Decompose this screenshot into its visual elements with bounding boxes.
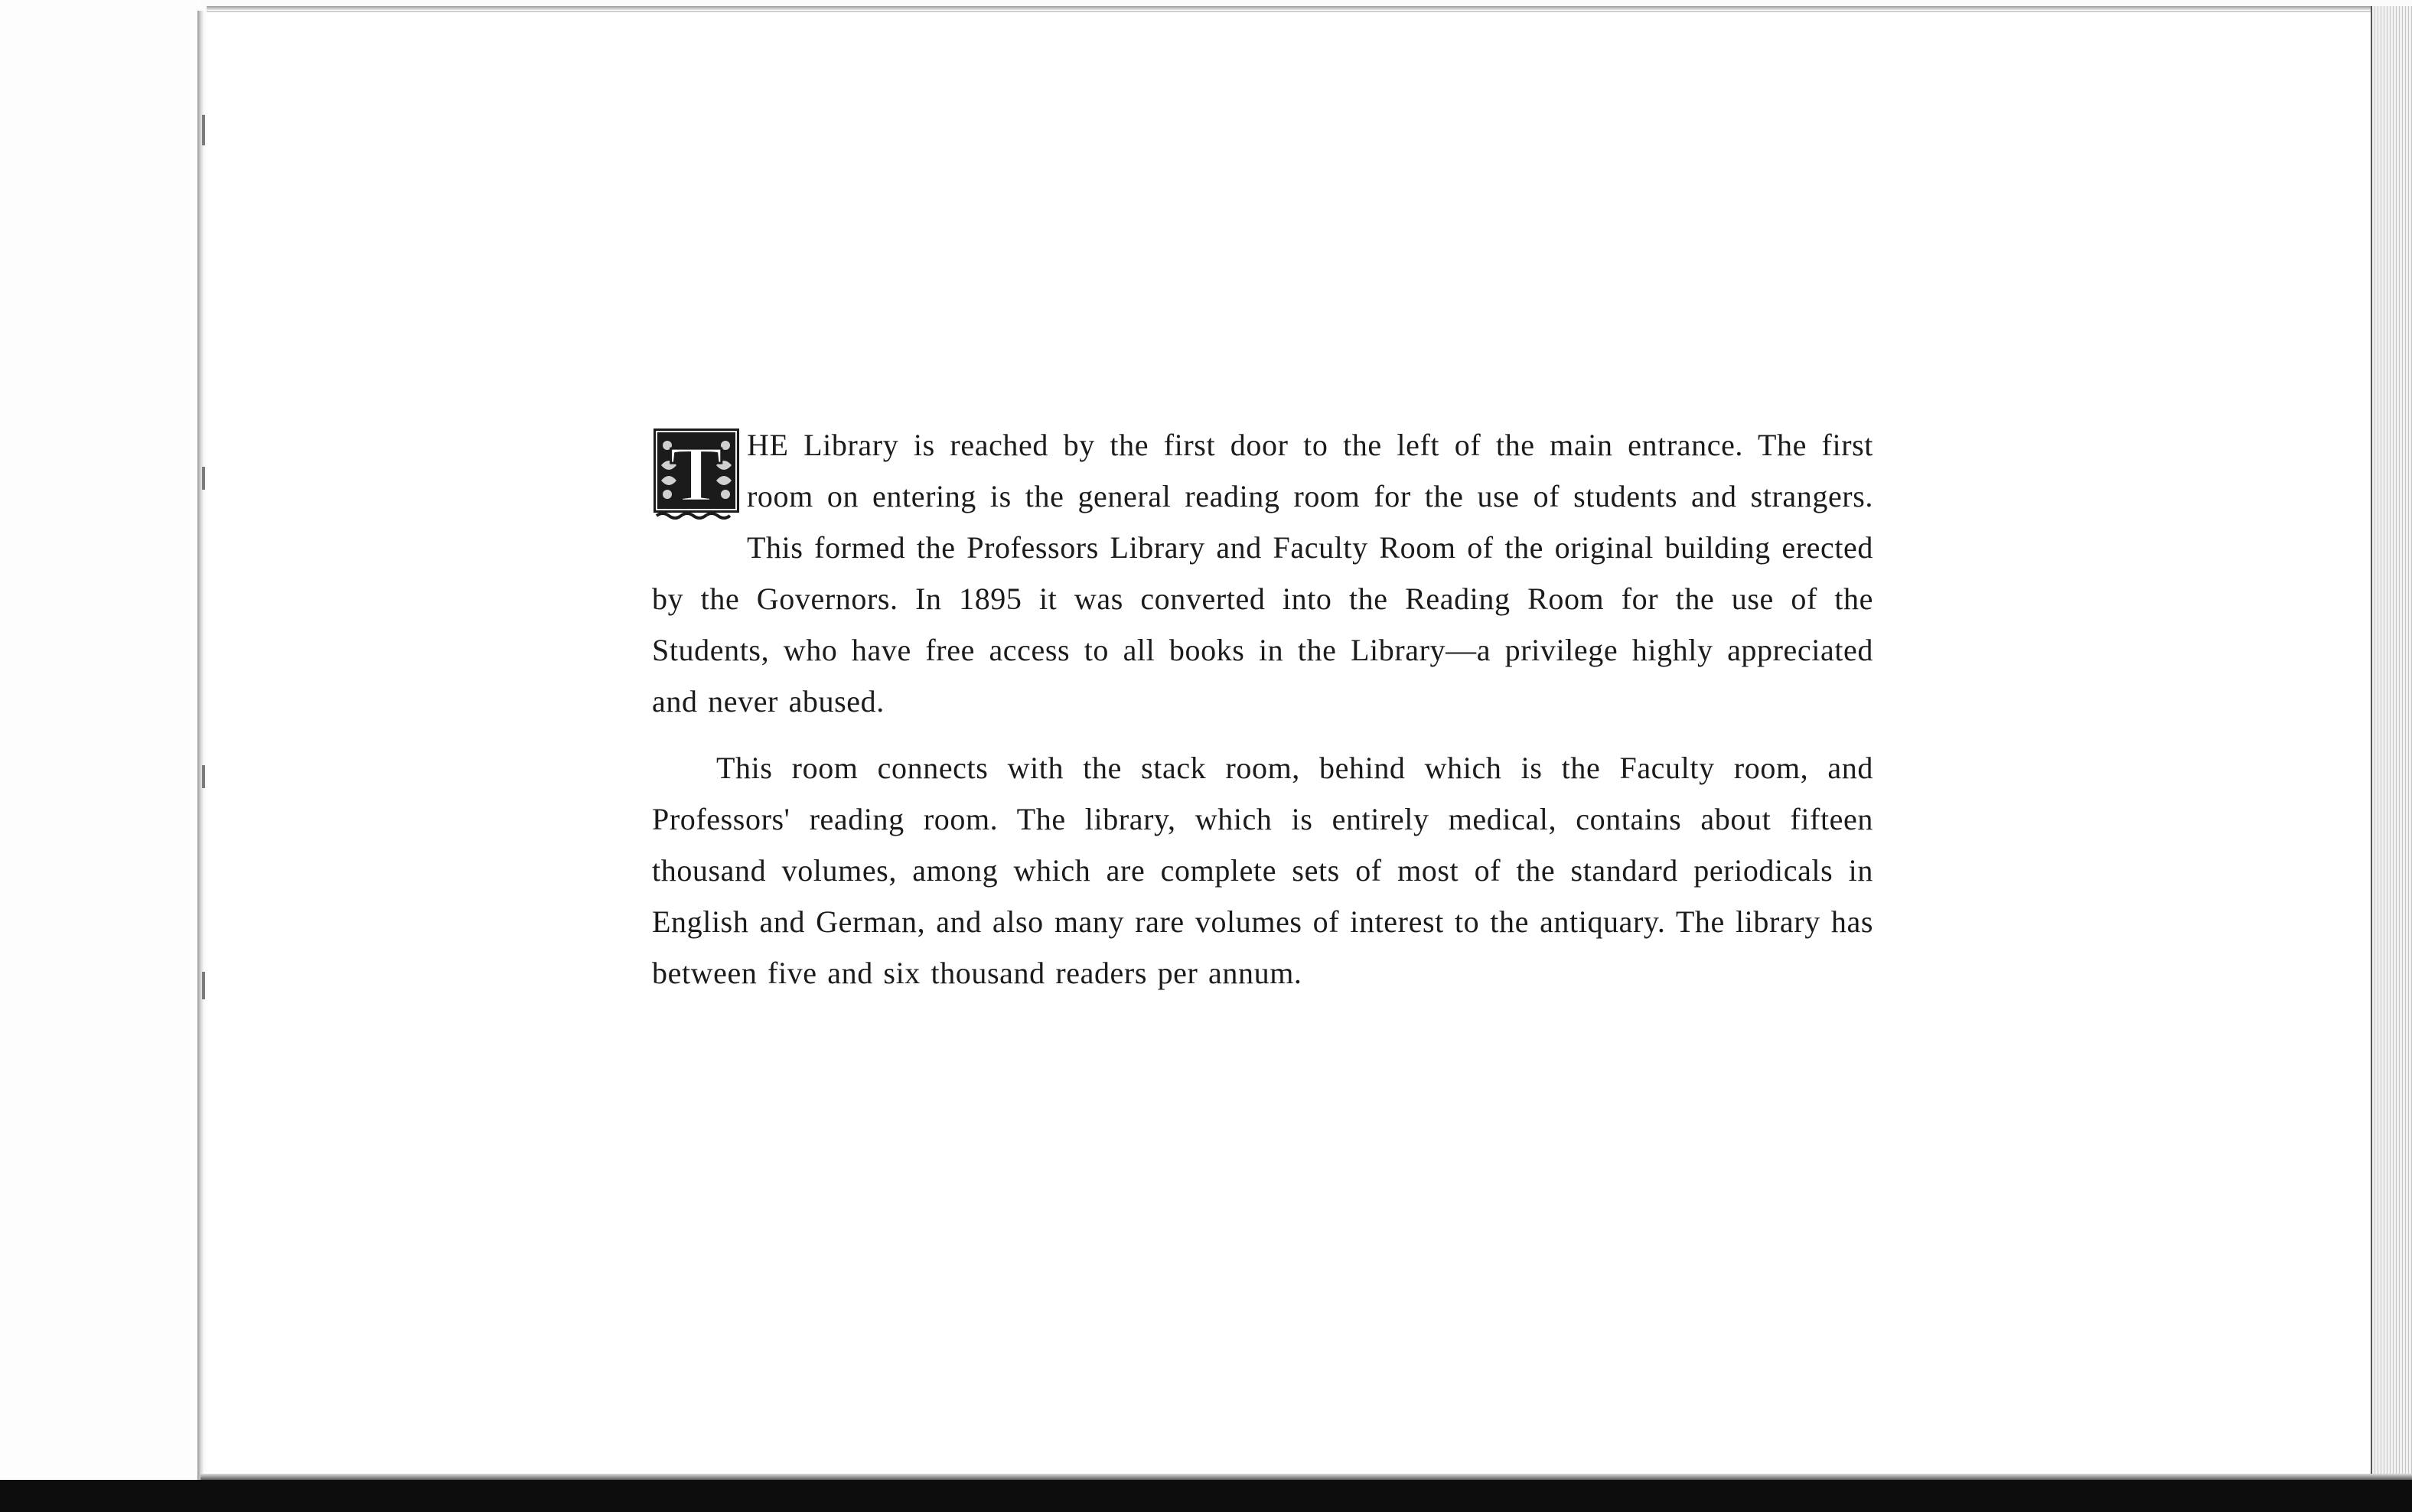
scanner-bottom-border: [0, 1480, 2412, 1512]
top-page-edge: [207, 6, 2412, 10]
page-stack-edges: [2372, 6, 2412, 1491]
gutter-mark: [202, 972, 205, 999]
paragraph-2: This room connects with the stack room, behind which is the Faculty room, and Professors' reading room. The library, which is entirely medical, contains about fifteen thousand volumes, among which are complete sets of most of the standard periodicals in English and German, and also many rare volumes of interest to the antiquary. The library has between five and six thousand readers per annum.: [652, 751, 1873, 990]
body-text: [652, 419, 1873, 999]
svg-text:T: T: [670, 430, 723, 518]
gutter-mark: [202, 115, 205, 145]
gutter-mark: [202, 467, 205, 490]
decorative-drop-cap: [652, 427, 741, 525]
gutter-mark: [202, 765, 205, 788]
paragraph-1: [652, 419, 1873, 727]
book-gutter: [197, 11, 204, 1480]
paragraph-1-text: HE Library is reached by the first door to the left of the main entrance. The first room on entering is the general reading room for the use of students and strangers. This formed the Professors Library and Faculty Room of the original building erected by the Governors. In 1895 it was converted into the Reading Room for the use of the Students, who have free access to all books in the Library—a privilege highly appreciated and never abused.: [652, 428, 1873, 719]
left-facing-page: [0, 0, 200, 1484]
drop-cap-ornament-icon: [652, 427, 741, 525]
